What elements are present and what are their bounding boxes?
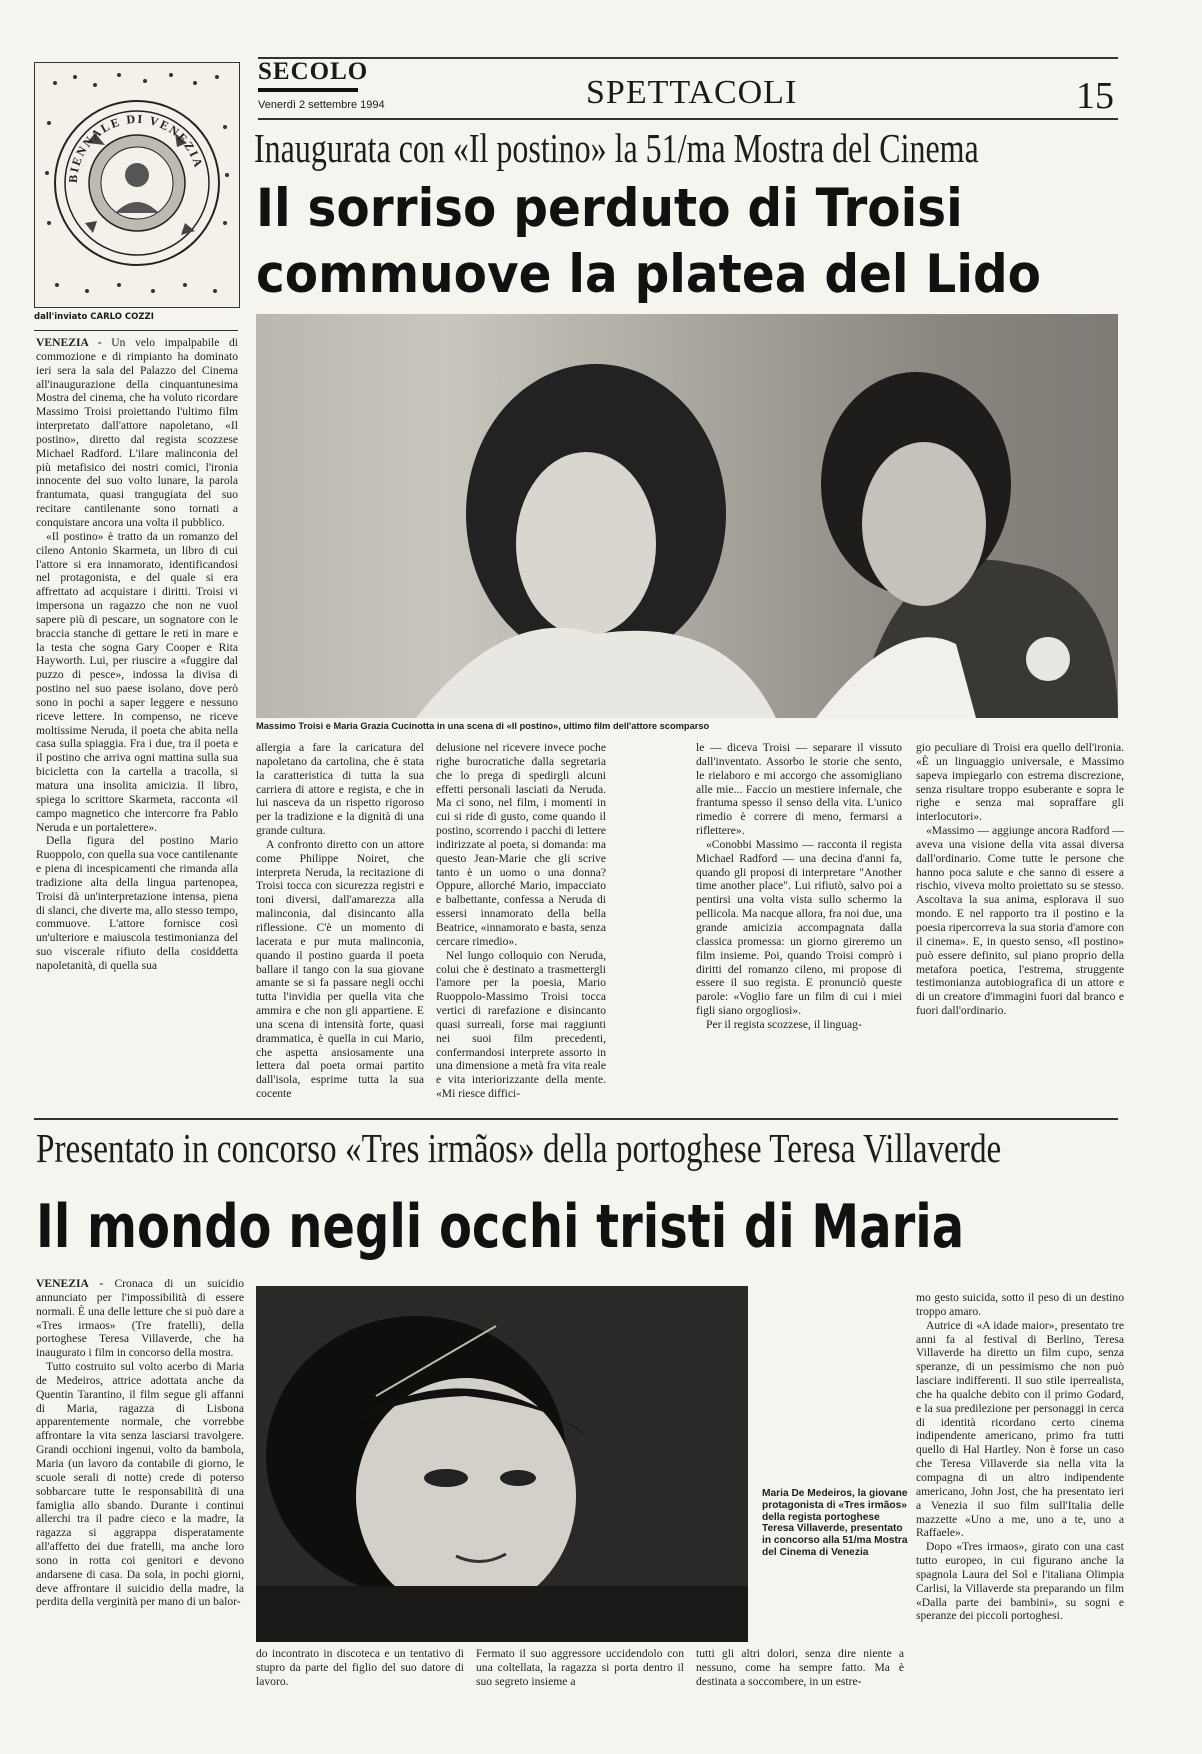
article2-paragraph: Autrice di «A idade maior», presentato tre anni fa al festival di Berlino, Teresa Villaverde ha diretto un film cupo, senza speranze, di un pessimismo che non può lasciare indifferenti. Il suo stile iperrealista, che ha qualche debito con il primo Godard, e la sua predilezione per personaggi in cerca di identità ricordano certo cinema indipendente americano, primo fra tutti quello di Hal Hartley. Non è forse un caso che Teresa Villaverde sia nella vita la compagna di un altro indipendente americano, John Jost, che ha presentato ieri a Venezia il suo film sull'Italia delle mazzette «Uno a me, uno a te, uno a Raffaele». (916, 1318, 1124, 1540)
article1-paragraph: le — diceva Troisi — separare il vissuto dall'inventato. Assorbo le storie che sento, le rielaboro e mi accorgo che assomigliano alle mie... Faccio un mestiere infernale, che frantuma spesso il senso della vita. L'unico rimedio è correre di meno, fermarsi a riflettere». (696, 741, 902, 838)
article2-dateline: VENEZIA - (36, 1277, 104, 1290)
article1-headline-line2: commuove la platea del Lido (256, 244, 1041, 305)
issue-date: Venerdì 2 settembre 1994 (258, 99, 385, 111)
article1-paragraph: «Massimo — aggiunge ancora Radford — aveva una visione della vita assai diversa dall'ordinario. Come tutte le persone che hanno poca salute e che sanno di essere a rischio, viveva molto proiettato su se stesso. Ascoltava la sua anima, esplorava il suo mondo. E nel rapporto tra il postino e la poesia ripercorreva la sua storia d'amore con il cinema». E, in questo senso, «Il postino» può essere definito, sul piano proprio della metafora poetica, l'estrema, struggente testimonianza autobiografica di un attore e di un creatore d'immagini fuori dal branco e fuori dall'ordinario. (916, 824, 1124, 1018)
article1-column-5 (916, 741, 1124, 1111)
article1-column-1 (36, 336, 238, 1110)
article1-column-3 (436, 741, 606, 1111)
article2-paragraph: Tutto costruito sul volto acerbo di Maria de Medeiros, attrice adottata anche da Quentin Tarantino, il film segue gli affanni di Maria, ragazza di Lisbona apparentemente normale, che vorrebbe affrontare la vita senza lasciarsi travolgere. Grandi occhioni ingenui, volto da bambola, Maria (un lavoro da contabile di giorno, le scuole serali di notte) crede di poterso sobbarcare tutte le responsabilità di una famiglia allo sbando. Durante i continui allerchi tra il padre cieco e la madre, la ragazza si aggrappa disperatamente all'affetto dei due fratelli, ma anche loro sono in rotta coi genitori e devono andarsene di casa. Da sola, in pochi giorni, deve affrontare il suicidio della madre, la perdita della verginità per mano di un balor- (36, 1360, 244, 1609)
article2-column-2 (256, 1647, 464, 1707)
article1-caption: Massimo Troisi e Maria Grazia Cucinotta in una scena di «Il postino», ultimo film dell'attore scomparso (256, 721, 710, 731)
byline: dall'inviato CARLO COZZI (34, 312, 154, 322)
header-bottom-rule (258, 118, 1118, 120)
article1-paragraph: Nel lungo colloquio con Neruda, colui che è destinato a trasmettergli l'amore per la poesia, Mario Ruoppolo-Massimo Troisi tocca vertici di rarefazione e disincanto quasi surreali, forse mai raggiunti nei suoi film precedenti, confermandosi interprete assorto in una dimensione a metà fra vita reale e vita interiorizzante della mente. «Mi riesce diffici- (436, 948, 606, 1101)
article1-column-2 (256, 741, 424, 1111)
masthead: SECOLO (258, 58, 369, 85)
article1-paragraph: delusione nel ricevere invece poche righe burocratiche dalla segretaria che lo prega di spedirgli alcuni effetti personali lasciati da Neruda. Ma ci sono, nel film, i momenti in cui si ride di gusto, come quando il postino, scorrendo i pacchi di lettere indirizzate al poeta, si domanda: ma questo Jean-Marie che gli scrive tanto è un uomo o una donna? Oppure, allorché Mario, impacciato e balbettante, confessa a Neruda di essersi innamorato della bella Beatrice, «innamorato e basta, senza cercare rimedio». (436, 741, 606, 948)
biennale-logo-icon (35, 63, 239, 307)
article2-paragraph: do incontrato in discoteca e un tentativo di stupro da parte del figlio del suo datore di lavoro. (256, 1647, 464, 1688)
article2-column-4 (696, 1647, 904, 1707)
article1-paragraph: Un velo impalpabile di commozione e di rimpianto ha dominato ieri sera la sala del Palazzo del Cinema all'inaugurazione della cinquantunesima Mostra del cinema, che ha voluto ricordare Massimo Troisi proiettando l'ultimo film interpretato dall'attore napoletano, «Il postino», diretto dal regista scozzese Michael Radford. L'ilare malinconia del più metafisico dei nostri comici, l'ironia innocente del suo volto lunare, la parola frantumata, quasi trangugiata del suo recitare cantilenante sono tornati a conquistare ancora una volta il pubblico. (36, 336, 238, 529)
article1-column-4 (696, 741, 902, 1111)
article1-paragraph: Per il regista scozzese, il linguag- (706, 1017, 862, 1031)
article2-paragraph: Fermato il suo aggressore uccidendolo con una coltellata, la ragazza si porta dentro il suo segreto insieme a (476, 1647, 684, 1688)
masthead-bar (258, 88, 358, 92)
section-title: SPETTACOLI (586, 74, 798, 111)
article2-paragraph: tutti gli altri dolori, senza dire niente a nessuno, come ha sempre fatto. Ma è destinata a soccombere, in un estre- (696, 1647, 904, 1688)
article2-kicker: Presentato in concorso «Tres irmãos» della portoghese Teresa Villaverde (36, 1125, 1002, 1171)
article1-paragraph: «Conobbi Massimo — racconta il regista Michael Radford — una decina d'anni fa, quando gli proposi di interpretare "Another time another place". Lui rifiutò, salvo poi a pentirsi una volta vista sullo schermo la pellicola. Ma nacque allora, fra noi due, una grande amicizia accompagnata dalla classica promessa: un giorno gireremo un film insieme. Poi, quando Troisi comprò i diritti del romanzo cileno, mi propose di essere il suo regista. E pronunciò queste parole: «Voglio fare un film di cui i miei figli siano orgogliosi». (696, 837, 902, 1018)
article1-paragraph: A confronto diretto con un attore come Philippe Noiret, che interpreta Neruda, la recitazione di Troisi tocca con sicurezza registri e toni diversi, dall'amarezza alla malinconia, dal disincanto alla riflessione. C'è un momento di lacerata e pur muta malinconia, quando il postino guarda il poeta ballare il tango con la sua giovane amante se si fa passare negli occhi tutta l'invidia per quella vita che ammira e che non gli appartiene. E una scena di intensità forte, quasi drammatica, è quella in cui Mario, che aspetta ansiosamente una lettera dal poeta ormai partito dall'isola, esprime tutta la sua cocente (256, 837, 424, 1101)
article2-caption: Maria De Medeiros, la giovane protagonista di «Tres irmãos» della regista portoghese Teresa Villaverde, presentato in concorso alla 51/ma Mostra del Cinema di Venezia (762, 1488, 908, 1558)
article2-headline: Il mondo negli occhi tristi di Maria (36, 1192, 965, 1262)
article2-paragraph: mo gesto suicida, sotto il peso di un destino troppo amaro. (916, 1291, 1124, 1318)
article1-photo (256, 314, 1118, 718)
article2-column-1 (36, 1277, 244, 1697)
article1-headline-line1: Il sorriso perduto di Troisi (256, 178, 963, 239)
article2-paragraph: Dopo «Tres irmaos», girato con una cast tutto europeo, in cui figurano anche la spagnola Laura del Sol e l'italiana Olimpia Carlisi, la Villaverde sta preparando un film «Dalla parte dei bambini», su sogni e speranze dei piccoli portoghesi. (916, 1540, 1124, 1623)
biennale-logo-box (34, 62, 240, 308)
article1-paragraph: gio peculiare di Troisi era quello dell'ironia. «È un linguaggio universale, e Massimo sapeva impiegarlo con estrema discrezione, senza risultare troppo esuberante e sopra le righe e senza mai sopraffare gli interlocutori». (916, 741, 1124, 824)
article2-column-3 (476, 1647, 684, 1707)
article2-paragraph: Cronaca di un suicidio annunciato per l'impossibilità di essere normali. È una delle letture che si può dare a «Tres irmaos» (Tre fratelli), della portoghese Teresa Villaverde, che ha inaugurato i film in concorso della mostra. (36, 1277, 244, 1360)
logo-ring-text: BIENNALE DI VENEZIA (65, 111, 207, 184)
article1-paragraph: «Il postino» è tratto da un romanzo del cileno Antonio Skarmeta, un libro di cui l'attore si era innamorato, identificandosi nel protagonista, e del quale si era affrettato ad acquistare i diritti. Troisi vi impersona un ragazzo che non ne vuol sapere più di pescare, un sognatore con le braccia stanche di gettare le reti in mare e la testa che sogna Gary Cooper e Rita Hayworth. Lui, per riuscire a «fuggire dal puzzo di pesce», indossa la divisa di postino nel suo paese isolano, dove però sono in pochi a saper leggere e nessuno riceve lettere. In compenso, ne riceve moltissime Neruda, il poeta che abita nella casa sulla spiaggia. Fra i due, tra il poeta e il postino che arriva ogni mattina sulla sua bicicletta con la cartella a tracolla, si matura una insolita amicizia. Il libro, spiega lo scrittore Skarmeta, racconta «il campo magnetico che intercorre fra Pablo Neruda e un portalettere». (36, 529, 238, 834)
article1-paragraph: Della figura del postino Mario Ruoppolo, con quella sua voce cantilenante e piena di incespicamenti che rimanda alla tradizione alta della lingua partenopea, Troisi dà un'interpretazione intensa, piena di slanci, che diverte ma, allo stesso tempo, commuove. L'attore fornisce così un'ulteriore e maiuscola testimonianza del suo viscerale rifiuto della cosiddetta napoletanità, di quella sua (36, 834, 238, 972)
article2-photo (256, 1286, 748, 1642)
page-number: 15 (1076, 75, 1114, 117)
header-top-rule (258, 57, 1118, 59)
article-separator (34, 1118, 1118, 1120)
article1-paragraph: allergia a fare la caricatura del napoletano da cartolina, che è stata la caratteristica di tutta la sua carriera di attore e regista, e che in lui nasceva da un rispetto rigoroso per la tradizione e la dignità di una grande cultura. (256, 741, 424, 838)
article1-dateline: VENEZIA - (36, 336, 102, 349)
article1-kicker: Inaugurata con «Il postino» la 51/ma Mostra del Cinema (254, 125, 979, 171)
article2-column-5 (916, 1291, 1124, 1711)
byline-rule (34, 330, 238, 331)
